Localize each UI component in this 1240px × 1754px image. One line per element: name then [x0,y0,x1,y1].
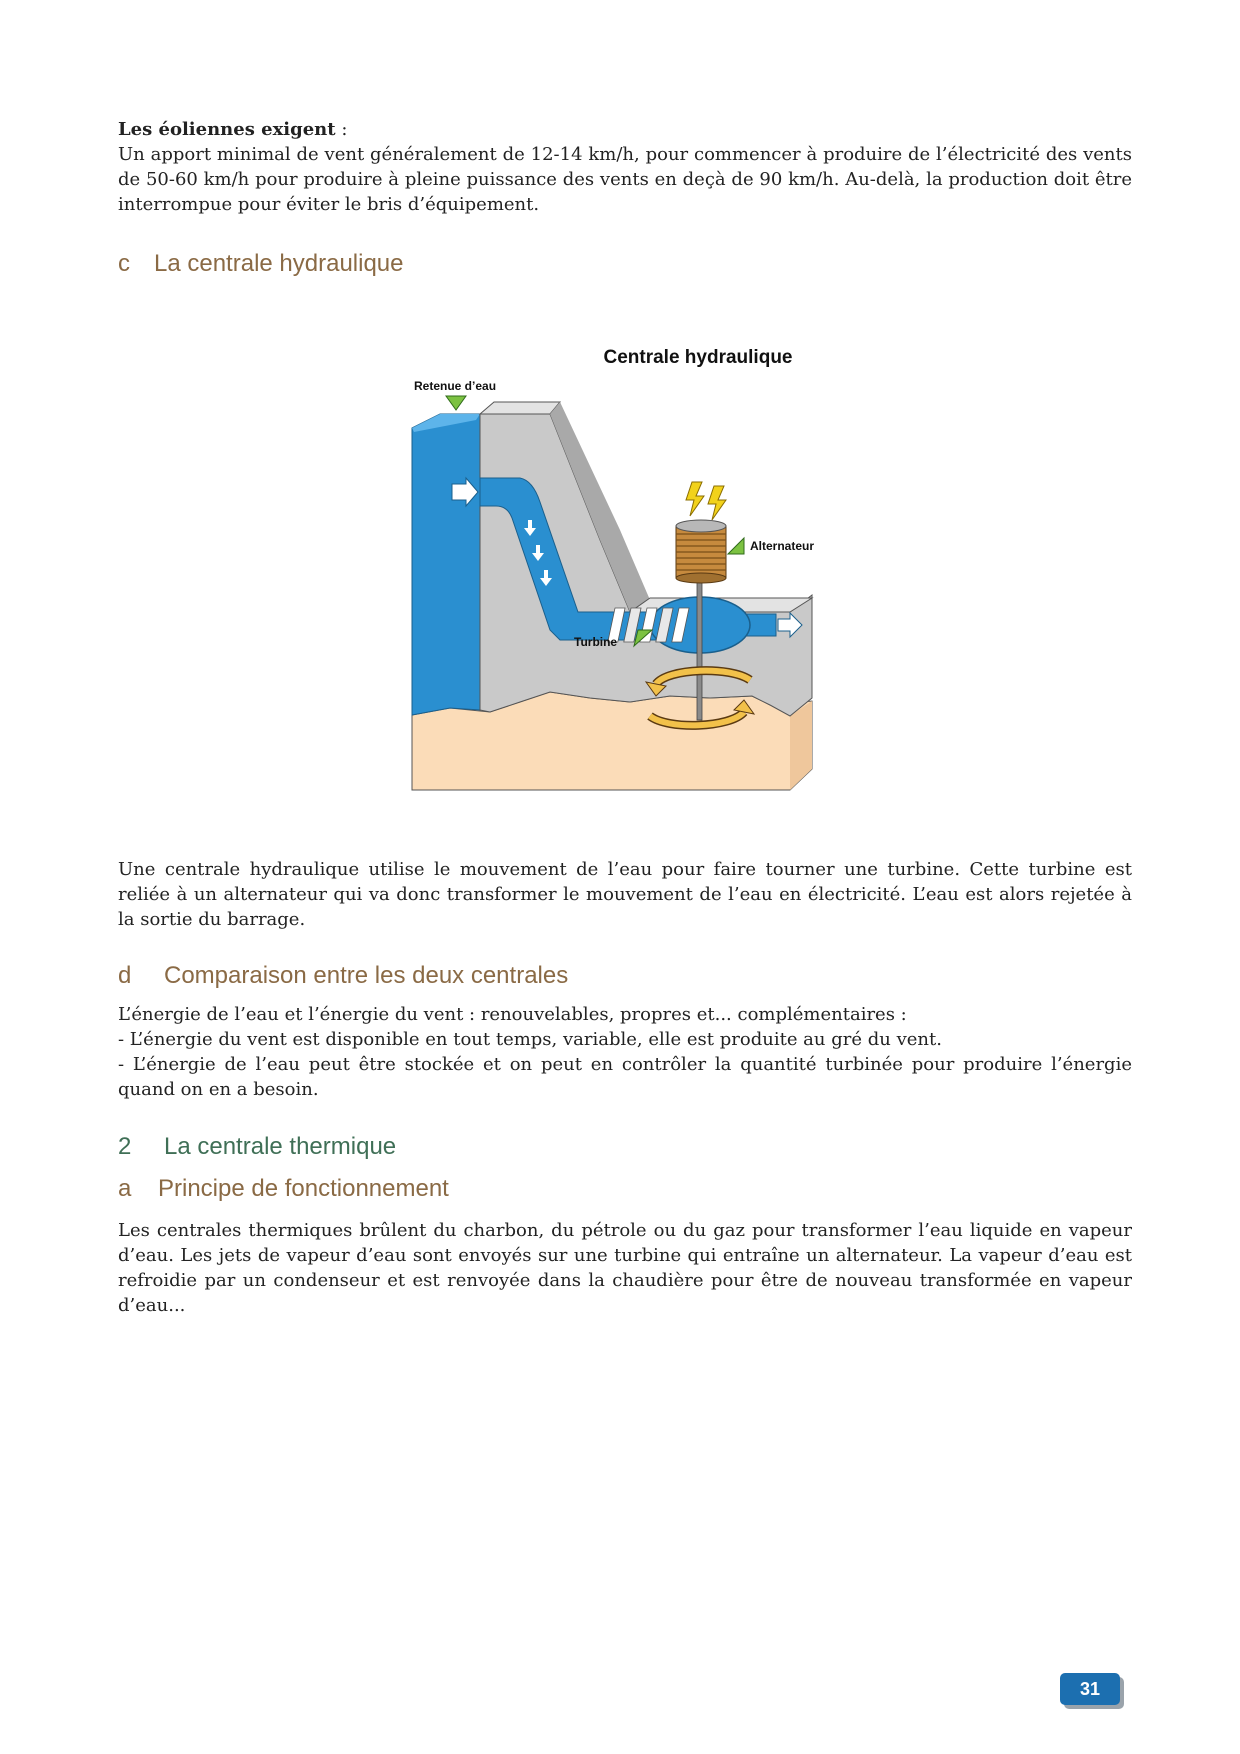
page-number-badge: 31 [1060,1673,1120,1705]
lightning-icon-right [708,486,726,520]
section-c-heading [118,250,404,278]
comparison-list [118,1027,1132,1102]
soil-side [790,701,812,790]
section-d-title: Comparaison entre les deux centrales [164,962,569,989]
lightning-icon-left [686,482,704,516]
section-d-heading [118,962,568,990]
comparison-item-wind: - L’énergie du vent est disponible en tout temps, variable, elle est produite au gré du vent. [118,1029,942,1050]
comparison-item-water: - L’énergie de l’eau peut être stockée et on peut en contrôler la quantité turbinée pour produire l’énergie quand on en a besoin. [118,1054,1132,1100]
hydro-paragraph: Une centrale hydraulique utilise le mouvement de l’eau pour faire tourner une turbine. Cette turbine est reliée à un alternateur qui va donc transformer le mouvement de l’eau en électricité. L’eau est alors rejetée à la sortie du barrage. [118,859,1132,930]
section-2-heading [118,1133,396,1161]
section-a-heading [118,1175,449,1203]
section-c-title: La centrale hydraulique [154,250,404,277]
label-turbine: Turbine [574,635,618,649]
label-alternateur: Alternateur [750,539,815,553]
hydro-plant-diagram [410,340,830,795]
alternator-coil [676,520,726,583]
section-2-number: 2 [118,1133,132,1160]
figure-title: Centrale hydraulique [603,347,793,368]
retenue-marker-icon [446,396,466,410]
section-2-title: La centrale thermique [164,1133,397,1160]
wind-requirements-label: Les éoliennes exigent [118,119,336,140]
water-reservoir [412,414,480,715]
hydro-plant-figure [410,340,830,795]
alternator-marker-icon [728,538,744,554]
section-a-title: Principe de fonctionnement [158,1175,449,1202]
dam-top [480,402,560,414]
section-a-number: a [118,1175,132,1202]
thermal-paragraph: Les centrales thermiques brûlent du charbon, du pétrole ou du gaz pour transformer l’eau liquide en vapeur d’eau. Les jets de vapeur d’eau sont envoyés sur une turbine qui entraîne un alternateur. La vapeur d’eau est refroidie par un condenseur et est renvoyée dans la chaudière pour être de nouveau transformée en vapeur d’eau... [118,1220,1132,1316]
wind-requirements-paragraph [118,117,1132,217]
comparison-intro: L’énergie de l’eau et l’énergie du vent : renouvelables, propres et... complémentaires : [118,1004,907,1025]
wind-requirements-label-suffix: : [335,119,348,140]
section-d-number: d [118,962,132,989]
section-c-number: c [118,250,130,277]
comparison-block [118,1002,1132,1102]
label-retenue: Retenue d’eau [414,379,497,393]
wind-requirements-text: Un apport minimal de vent généralement de 12-14 km/h, pour commencer à produire de l’électricité des vents de 50-60 km/h pour produire à pleine puissance des vents en deçà de 90 km/h. Au-delà, la production doit être interrompue pour éviter le bris d’équipement. [118,144,1132,215]
